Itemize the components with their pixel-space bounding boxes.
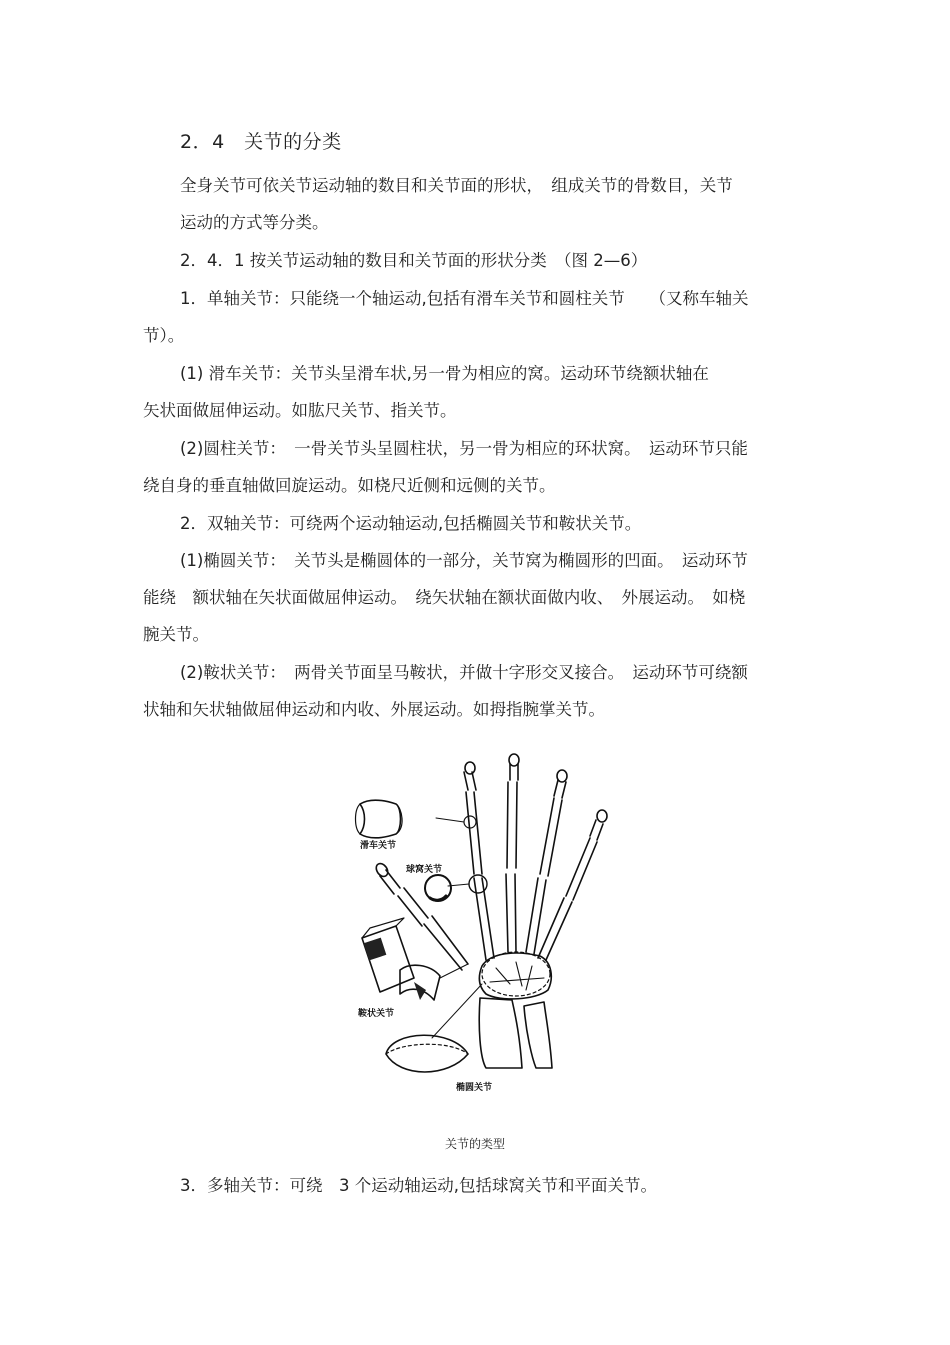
- multiaxial-line-1: 3．多轴关节：可绕 3 个运动轴运动,包括球窝关节和平面关节。: [180, 1176, 657, 1195]
- radius-bone: [479, 998, 522, 1068]
- section-heading: 2．4 关节的分类: [180, 131, 342, 153]
- ellipsoid-line-3: 腕关节。: [143, 625, 209, 644]
- trochlear-line-1: (1) 滑车关节：关节头呈滑车状,另一骨为相应的窝。运动环节绕额状轴在: [180, 364, 709, 383]
- trochlear-line-2: 矢状面做屈伸运动。如肱尺关节、指关节。: [143, 401, 457, 420]
- ellipsoid-line-2: 能绕 额状轴在矢状面做屈伸运动。 绕矢状轴在额状面做内收、 外展运动。 如桡: [143, 588, 746, 607]
- ulna-bone: [524, 1002, 552, 1068]
- intro-line-1: 全身关节可依关节运动轴的数目和关节面的形状， 组成关节的骨数目，关节: [180, 176, 733, 195]
- subsection-heading: 2．4．1 按关节运动轴的数目和关节面的形状分类 （图 2—6）: [180, 251, 648, 270]
- saddle-line-1: (2)鞍状关节： 两骨关节面呈马鞍状，并做十字形交叉接合。 运动环节可绕额: [180, 663, 748, 682]
- hand-joints-figure: [340, 738, 620, 1098]
- finger-bones: [374, 754, 607, 970]
- saddle-line-2: 状轴和矢状轴做屈伸运动和内收、外展运动。如拇指腕掌关节。: [143, 700, 605, 719]
- label-saddle: 鞍状关节: [358, 1009, 395, 1019]
- cylindrical-line-2: 绕自身的垂直轴做回旋运动。如桡尺近侧和远侧的关节。: [143, 476, 556, 495]
- ellipsoid-line-1: (1)椭圆关节： 关节头是椭圆体的一部分，关节窝为椭圆形的凹面。 运动环节: [180, 551, 748, 570]
- label-ellipsoid: 椭圆关节: [456, 1083, 493, 1093]
- cylindrical-line-1: (2)圆柱关节： 一骨关节头呈圆柱状，另一骨为相应的环状窝。 运动环节只能: [180, 439, 748, 458]
- figure-caption: 关节的类型: [444, 1137, 505, 1151]
- carpal-bones: [479, 953, 551, 999]
- label-ball-socket: 球窝关节: [406, 865, 443, 875]
- uniaxial-line-1: 1．单轴关节：只能绕一个轴运动,包括有滑车关节和圆柱关节 （又称车轴关: [180, 289, 749, 308]
- trochlear-model: [360, 800, 401, 838]
- ellipsoid-model: [386, 1035, 468, 1072]
- intro-line-2: 运动的方式等分类。: [180, 213, 329, 232]
- biaxial-line-1: 2．双轴关节：可绕两个运动轴运动,包括椭圆关节和鞍状关节。: [180, 514, 642, 533]
- label-trochlear: 滑车关节: [360, 841, 397, 851]
- uniaxial-line-2: 节）。: [143, 326, 185, 345]
